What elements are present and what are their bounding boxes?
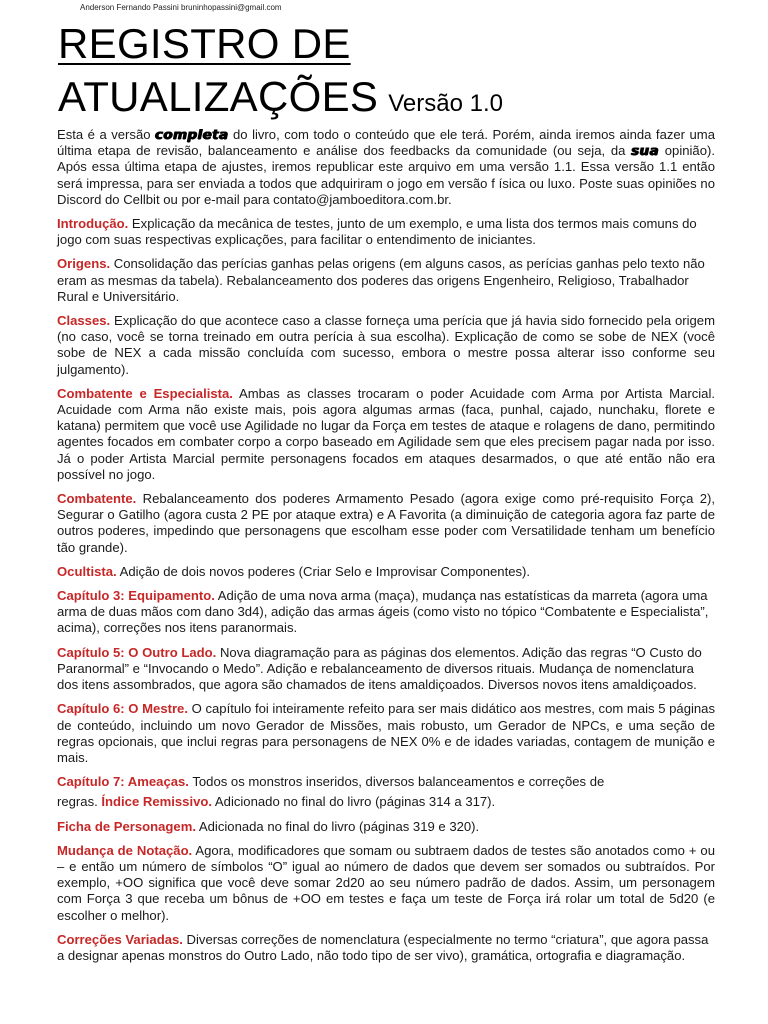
section-text: Adição de uma nova arma (maça), mudança nas estatísticas da marreta (agora uma arma de duas mãos com dano 3d4), adição das armas ágeis (como visto no tópico “Combatente e Especialista”, acima), correções nos itens paranormais. — [57, 588, 709, 636]
section-capitulo-3 — [57, 588, 715, 637]
section-heading: Classes. — [57, 313, 111, 329]
word-sua: sua — [631, 143, 660, 160]
section-capitulo-7 — [57, 774, 715, 790]
section-text: Todos os monstros inseridos, diversos balanceamentos e correções de — [188, 774, 605, 790]
section-heading: Capítulo 7: Ameaças. — [57, 774, 189, 790]
section-heading: Capítulo 3: Equipamento. — [57, 588, 215, 604]
section-text: Adicionado no final do livro (páginas 314 a 317). — [212, 794, 496, 810]
section-combatente-especialista — [57, 386, 715, 483]
section-text: Explicação da mecânica de testes, junto de um exemplo, e uma lista dos termos mais comuns do jogo com suas respectivas explicações, para facilitar o entendimento de iniciantes. — [57, 216, 697, 248]
section-combatente — [57, 491, 715, 556]
title-line-1: REGISTRO DE — [58, 20, 351, 67]
intro-text-2: do livro, com todo o conteúdo que ele terá. Porém, ainda iremos ainda fazer uma última etapa de revisão, balanceamento e análise dos feedbacks da comunidade (ou seja, da — [57, 127, 715, 159]
section-correcoes-variadas — [57, 932, 715, 964]
section-heading: Capítulo 6: O Mestre. — [57, 701, 188, 717]
word-completa: completa — [154, 127, 229, 143]
section-text: Ambas as classes trocaram o poder Acuidade com Arma por Artista Marcial. Acuidade com Arma não existe mais, pois agora algumas armas (faca, punhal, cajado, nunchaku, florete e katana) permitem que você use Agilidade no lugar da Força em testes de ataque e rolagens de dano, permitindo agentes focados em combater corpo a corpo baseado em Agilidade sem que eles precisem pagar nada por isso. Já o poder Artista Marcial permite personagens focados em ataques desarmados, o que até então não era possível no jogo. — [57, 385, 715, 482]
section-text: Nova diagramação para as páginas dos elementos. Adição das regras “O Custo do Paranormal” e “Invocando o Medo”. Adição e rebalanceamento de diversos rituais. Mudança de nomenclatura dos itens assombrados, que agora são chamados de itens amaldiçoados. Diversos novos itens amaldiçoados. — [57, 644, 702, 693]
section-mudanca-de-notacao — [57, 843, 715, 924]
author-line: Anderson Fernando Passini bruninhopassini@gmail.com — [80, 3, 282, 12]
section-prefix: regras. — [57, 794, 102, 810]
version-label: Versão 1.0 — [388, 90, 503, 117]
section-text: O capítulo foi inteiramente refeito para ser mais didático aos mestres, com mais 5 páginas de conteúdo, incluindo um novo Gerador de Missões, mais robusto, um Gerador de NPCs, e uma seção de regras opcionais, que inclui regras para personagens de NEX 0% e de idades variadas, contagem de munição e mais. — [57, 701, 715, 765]
section-text: Rebalanceamento dos poderes Armamento Pesado (agora exige como pré-requisito Força 2), Segurar o Gatilho (agora custa 2 PE por ataque extra) e A Favorita (a diminuição de categoria agora faz parte de outros poderes, impedindo que personagens que escolham esse poder com Versatilidade tenham um benefício tão grande). — [57, 491, 715, 555]
section-heading: Ficha de Personagem. — [57, 818, 196, 834]
section-heading: Correções Variadas. — [57, 931, 183, 947]
section-capitulo-6 — [57, 701, 715, 766]
section-text: Consolidação das perícias ganhas pelas origens (em alguns casos, as perícias ganhas pelo texto não eram as mesmas da tabela). Rebalanceamento dos poderes das origens Engenheiro, Religioso, Trabalhador Rural e Universitário. — [57, 256, 705, 304]
page-title — [58, 17, 503, 130]
section-text: Diversas correções de nomenclatura (especialmente no termo “criatura”, que agora passa a designar apenas monstros do Outro Lado, não todo tipo de ser vivo), gramática, ortografia e diagramação. — [57, 931, 709, 963]
section-origens — [57, 256, 715, 305]
section-ocultista — [57, 564, 715, 580]
section-indice-remissivo — [57, 794, 715, 810]
section-ficha-de-personagem — [57, 819, 715, 835]
changelog-body — [57, 127, 715, 972]
section-heading: Combatente. — [57, 491, 137, 507]
section-text: Adição de dois novos poderes (Criar Selo e Improvisar Componentes). — [116, 563, 531, 579]
section-heading: Origens. — [57, 256, 111, 272]
title-line-2: ATUALIZAÇÕES — [58, 73, 379, 120]
section-heading: Combatente e Especialista. — [57, 385, 233, 401]
section-classes — [57, 313, 715, 378]
intro-text-1: Esta é a versão — [57, 127, 155, 142]
section-text: Explicação do que acontece caso a classe forneça uma perícia que já havia sido fornecido pela origem (no caso, você se torna treinado em outra perícia à sua escolha). Explicação de como se sobe de NEX (você sobe de NEX a cada missão concluída com sucesso, embora o mestre possa alterar isso conforme seu julgamento). — [57, 313, 715, 377]
section-introducao — [57, 216, 715, 248]
section-text: Agora, modificadores que somam ou subtraem dados de testes são anotados como + ou – e então um número de símbolos “O” igual ao número de dados que devem ser somados ou subtraídos. Por exemplo, +OO significa que você deve somar 2d20 ao seu número padrão de dados. Assim, um personagem com Força 3 que receba um bônus de +OO em testes e faça um teste de Força irá rolar um total de 5d20 (e escolher o melhor). — [57, 842, 715, 923]
section-heading: Mudança de Notação. — [57, 842, 193, 858]
intro-paragraph — [57, 127, 715, 208]
section-heading: Ocultista. — [57, 563, 117, 579]
section-heading: Capítulo 5: O Outro Lado. — [57, 644, 217, 660]
section-heading: Índice Remissivo. — [101, 794, 213, 810]
section-capitulo-5 — [57, 645, 715, 694]
intro-text-3: opinião). Após essa última etapa de ajustes, iremos republicar este arquivo em uma versão 1.1. Essa versão 1.1 então será impressa, para ser enviada a todos que adquiriram o jogo em versão f ísica ou luxo. Poste suas opiniões no Discord do Cellbit ou por e-mail para contato@jamboeditora.com.br. — [57, 143, 715, 207]
section-text: Adicionada no final do livro (páginas 319 e 320). — [196, 818, 480, 834]
section-heading: Introdução. — [57, 216, 129, 232]
